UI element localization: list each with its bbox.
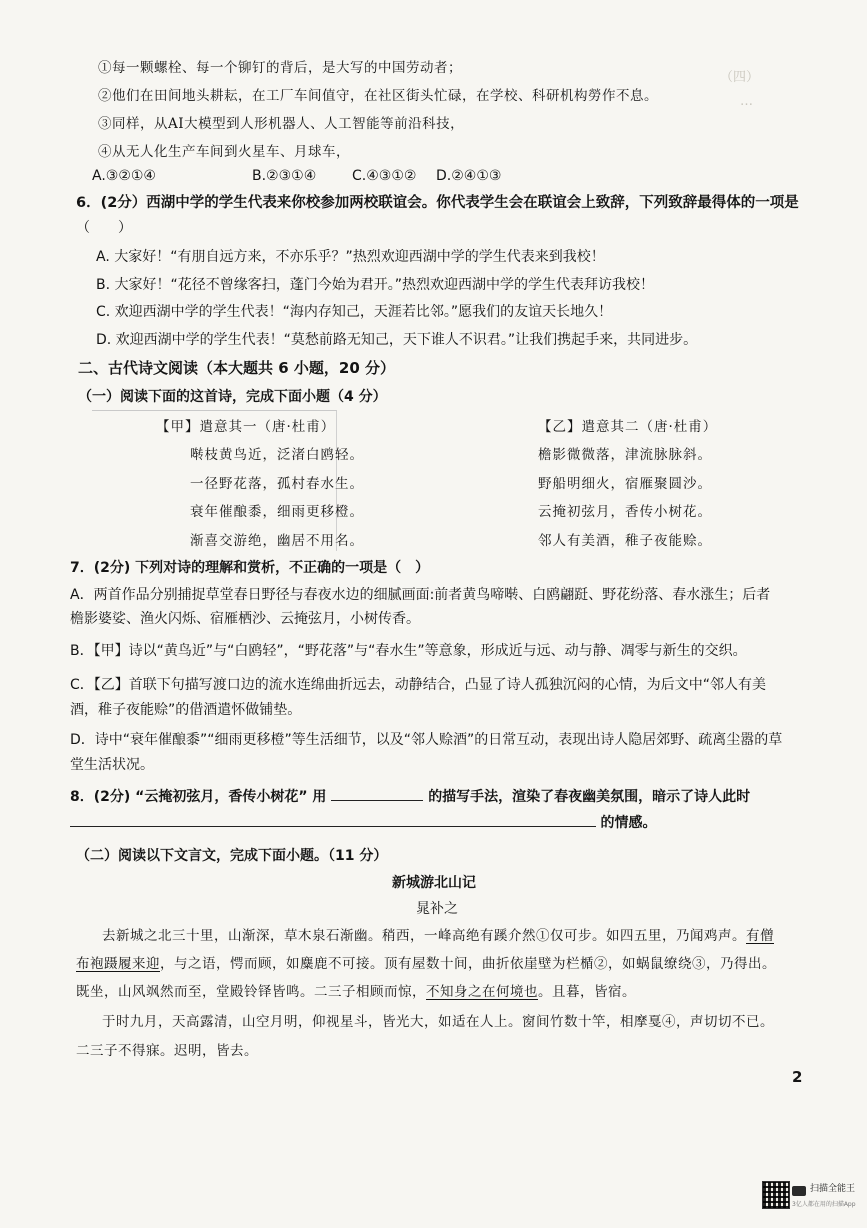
poem-jia-title: 【甲】遣意其一（唐·杜甫） [156,419,336,435]
bleed-through-text: … [740,94,753,109]
q7-option-a-cont: 檐影婆娑、渔火闪烁、宿雁栖沙、云掩弦月，小树传香。 [70,611,420,627]
q8-stem-cont [70,812,656,833]
q5-choice-b: B.②③①④ [252,168,317,184]
poem-jia-line: 渐喜交游绝，幽居不用名。 [190,533,364,549]
q5-choice-c: C.④③①② [352,168,417,184]
passage-text: ，与之语，愕而顾，如麋鹿不可接。顶有屋数十间，曲折依崖壁为栏楯②，如蜗鼠缭绕③，乃得出。 [160,956,776,972]
q8-part-a: 8．(2分) “云掩初弦月，香传小树花” 用 [70,789,327,805]
q7-option-d: D．诗中“衰年催酿黍”“细雨更移橙”等生活细节，以及“邻人赊酒”的日常互动，表现出诗人隐居郊野、疏离尘嚣的草 [70,732,783,748]
bleed-through-text: （四） [720,70,760,85]
passage-line [76,982,636,1002]
q6-option-b: B. 大家好！“花径不曾缘客扫，蓬门今始为君开。”热烈欢迎西湖中学的学生代表拜访我校！ [96,277,655,293]
option-item-2: ②他们在田间地头耕耘，在工厂车间值守，在社区街头忙碌，在学校、科研机构勞作不息。 [98,88,658,104]
underlined-sentence: 不知身之在何境也 [426,984,538,1000]
q8-blank-1[interactable] [331,786,423,801]
poem-yi-line: 云掩初弦月，香传小树花。 [538,504,712,520]
q7-option-a: A．两首作品分别捕捉草堂春日野径与春夜水边的细腻画面:前者黄鸟啼啭、白鸥翩跹、野花纷落、春水涨生；后者 [70,587,771,603]
q7-stem: 7．(2分) 下列对诗的理解和赏析，不正确的一项是（ ） [70,560,430,576]
q7-option-c-cont: 酒，稚子夜能赊”的借酒遣怀做铺垫。 [70,702,302,718]
scanner-subtitle: 3亿人都在用的扫描App [792,1201,856,1208]
q6-option-c: C. 欢迎西湖中学的学生代表！“海内存知己，天涯若比邻。”愿我们的友谊天长地久！ [96,304,613,320]
q6-option-d: D. 欢迎西湖中学的学生代表！“莫愁前路无知己，天下谁人不识君。”让我们携起手来，共同进步。 [96,332,698,348]
q8-part-b: 的描写手法，渲染了春夜幽美氛围，暗示了诗人此时 [428,789,751,805]
poem-jia-line: 衰年催酿黍，细雨更移橙。 [190,504,364,520]
passage-line: 于时九月，天高露清，山空月明，仰视星斗，皆光大，如适在人上。窗间竹数十竿，相摩戛④，声切切不已。 [102,1014,774,1030]
passage-line [102,926,774,946]
q8-part-c: 的情感。 [600,815,657,831]
passage-title: 新城游北山记 [392,875,476,891]
poem-yi-title: 【乙】遣意其二（唐·杜甫） [538,419,718,435]
passage-author: 晁补之 [416,901,458,917]
scanner-name: 扫描全能王 [810,1184,856,1194]
poem-yi-line: 邻人有美酒，稚子夜能赊。 [538,533,712,549]
q6-option-a: A. 大家好！“有朋自远方来，不亦乐乎？”热烈欢迎西湖中学的学生代表来到我校！ [96,249,605,265]
section-heading: 二、古代诗文阅读（本大题共 6 小题，20 分） [78,359,395,377]
poem-yi-line: 檐影微微落，津流脉脉斜。 [538,447,712,463]
q8-stem [70,786,750,807]
passage-line [76,954,776,974]
q5-choice-d: D.②④①③ [436,168,502,184]
q7-option-c: C．【乙】首联下句描写渡口边的流水连绵曲折远去，动静结合，凸显了诗人孤独沉闷的心情，为后文中“邻人有美 [70,677,767,693]
option-item-3: ③同样，从AI大模型到人形机器人、人工智能等前沿科技， [98,116,465,132]
page-number: 2 [792,1068,803,1086]
underlined-sentence: 有僧 [746,928,774,944]
part1-heading: （一）阅读下面的这首诗，完成下面小题（4 分） [78,389,387,405]
q8-blank-2[interactable] [70,812,596,827]
option-item-4: ④从无人化生产车间到火星车、月球车， [98,144,350,160]
q7-option-b: B．【甲】诗以“黄鸟近”与“白鸥轻”，“野花落”与“春水生”等意象，形成近与远、动与静、凋零与新生的交织。 [70,643,747,659]
q5-choice-a: A.③②①④ [92,168,156,184]
q7-option-d-cont: 堂生活状况。 [70,757,154,773]
passage-text: 既坐，山风飒然而至，堂殿铃铎皆鸣。二三子相顾而惊， [76,984,426,1000]
q6-stem: 6．(2分）西湖中学的学生代表来你校参加两校联谊会。你代表学生会在联谊会上致辞，下列致辞最得体的一项是 [76,195,799,211]
q6-answer-bracket: （ ） [76,220,132,236]
passage-line: 二三子不得寐。迟明，皆去。 [76,1043,258,1059]
qr-code-icon [762,1181,790,1209]
underlined-sentence: 布袍蹑履来迎 [76,956,160,972]
scanner-logo-icon [792,1186,806,1196]
poem-jia-line: 啭枝黄鸟近，泛渚白鸥轻。 [190,447,364,463]
option-item-1: ①每一颗螺栓、每一个铆钉的背后，是大写的中国劳动者； [98,60,462,76]
part2-heading: （二）阅读以下文言文，完成下面小题。（11 分） [76,848,388,864]
poem-yi-line: 野船明细火，宿雁聚圆沙。 [538,476,712,492]
passage-text: 。且暮，皆宿。 [538,984,636,1000]
poem-jia-line: 一径野花落，孤村春水生。 [190,476,364,492]
passage-text: 去新城之北三十里，山渐深，草木泉石渐幽。稍西，一峰高绝有蹊介然①仅可步。如四五里，乃闻鸡声。 [102,928,746,944]
